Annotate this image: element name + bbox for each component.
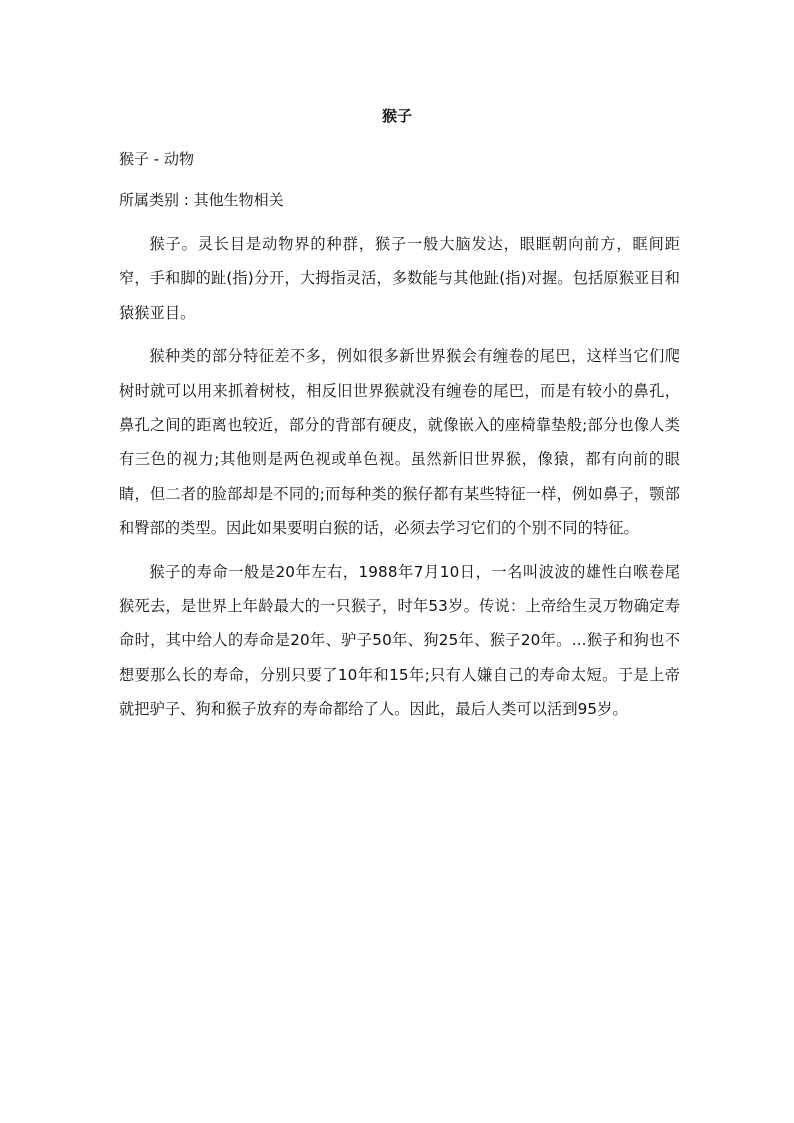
category-line: 所属类别 : 其他生物相关 — [119, 191, 284, 209]
body-paragraph: 猴子。灵长目是动物界的种群，猴子一般大脑发达，眼眶朝向前方，眶间距窄，手和脚的趾(指)分开，大拇指灵活，多数能与其他趾(指)对握。包括原猴亚目和猿猴亚目。 — [119, 235, 680, 322]
document-body — [119, 227, 680, 736]
document-subtitle: 猴子 - 动物 — [119, 150, 194, 168]
body-paragraph: 猴子的寿命一般是20年左右，1988年7月10日，一名叫波波的雄性白喉卷尾猴死去，是世界上年龄最大的一只猴子，时年53岁。传说：上帝给生灵万物确定寿命时，其中给人的寿命是20年、驴子50年、狗25年、猴子20年。...猴子和狗也不想要那么长的寿命，分别只要了10年和15年;只有人嫌自己的寿命太短。于是上帝就把驴子、狗和猴子放弃的寿命都给了人。因此，最后人类可以活到95岁。 — [119, 562, 680, 719]
document-title: 猴子 — [381, 107, 412, 125]
body-paragraph: 猴种类的部分特征差不多，例如很多新世界猴会有缠卷的尾巴，这样当它们爬树时就可以用来抓着树枝，相反旧世界猴就没有缠卷的尾巴，而是有较小的鼻孔，鼻孔之间的距离也较近，部分的背部有硬皮，就像嵌入的座椅靠垫般;部分也像人类有三色的视力;其他则是两色视或单色视。虽然新旧世界猴，像猿，都有向前的眼睛，但二者的脸部却是不同的;而每种类的猴仔都有某些特征一样，例如鼻子，颚部和臀部的类型。因此如果要明白猴的话，必须去学习它们的个别不同的特征。 — [119, 347, 680, 538]
